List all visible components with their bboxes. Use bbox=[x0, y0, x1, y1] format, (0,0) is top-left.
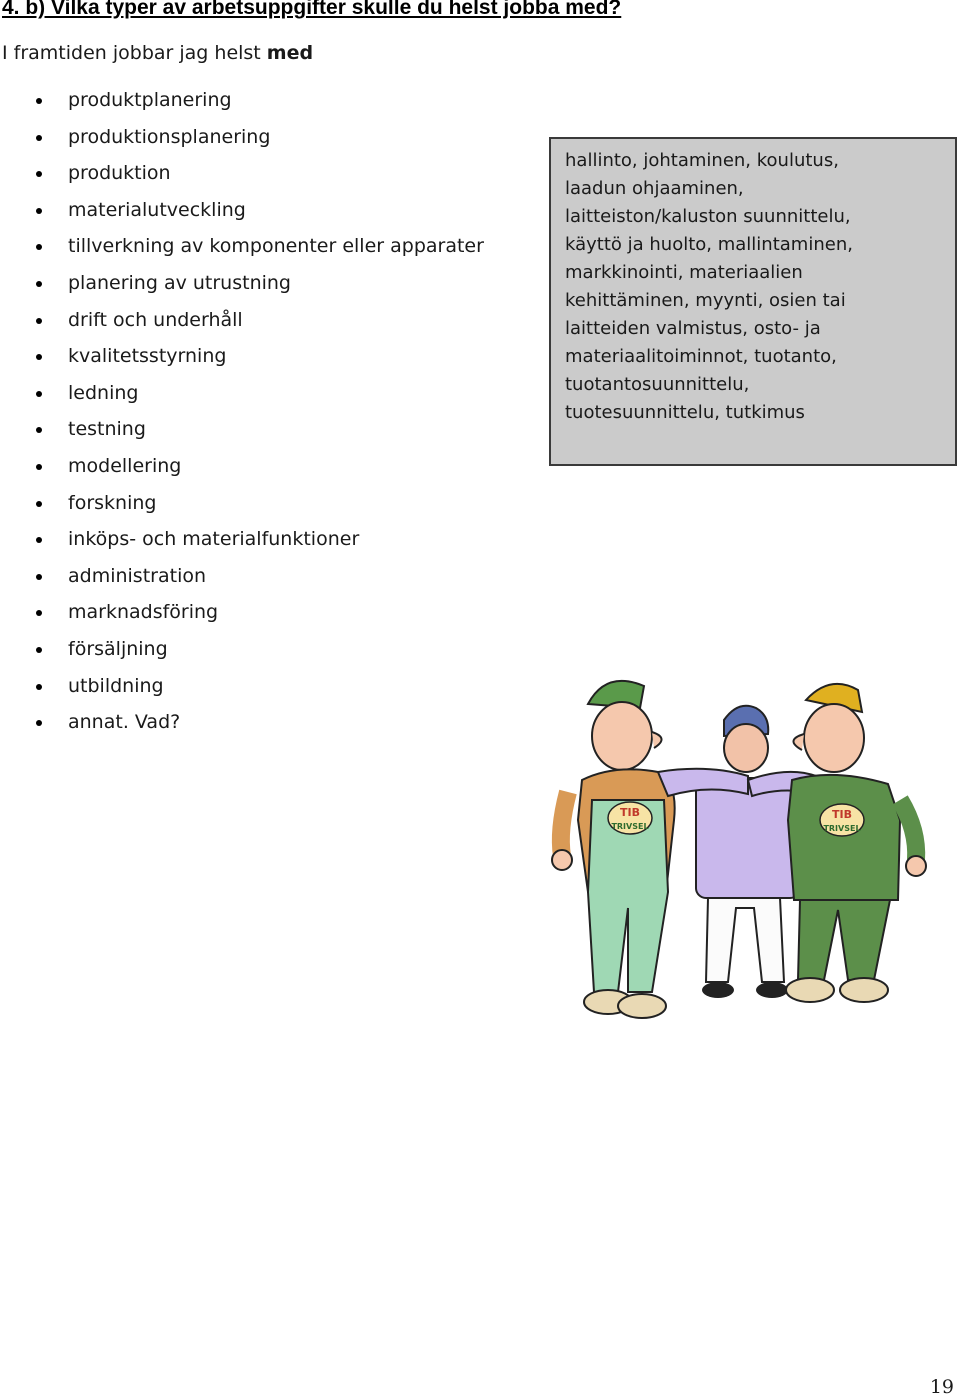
translation-line: hallinto, johtaminen, koulutus, bbox=[565, 150, 839, 171]
list-item: tillverkning av komponenter eller apparater bbox=[0, 228, 484, 265]
list-item: inköps- och materialfunktioner bbox=[0, 521, 484, 558]
three-workers-illustration bbox=[548, 660, 938, 1035]
intro-text bbox=[2, 42, 313, 64]
options-list bbox=[0, 82, 484, 741]
shirt-logo-bottom: TRIVSEL bbox=[611, 822, 649, 831]
middle-worker bbox=[696, 706, 800, 998]
translation-line: käyttö ja huolto, mallintaminen, bbox=[565, 234, 853, 255]
translation-line: laadun ohjaaminen, bbox=[565, 178, 744, 199]
list-item: produktion bbox=[0, 155, 484, 192]
list-item: planering av utrustning bbox=[0, 265, 484, 302]
translation-line: tuotantosuunnittelu, bbox=[565, 374, 750, 395]
finnish-translation-box bbox=[549, 137, 957, 466]
intro-emphasis: med bbox=[266, 42, 314, 64]
shirt-logo-bottom: TRIVSEL bbox=[823, 824, 861, 833]
shirt-logo-top: TIB bbox=[832, 808, 852, 821]
intro-prefix: I framtiden jobbar jag helst bbox=[2, 42, 267, 64]
list-item: produktplanering bbox=[0, 82, 484, 119]
list-item: marknadsföring bbox=[0, 594, 484, 631]
list-item: drift och underhåll bbox=[0, 302, 484, 339]
list-item: forskning bbox=[0, 485, 484, 522]
list-item: testning bbox=[0, 411, 484, 448]
page-number: 19 bbox=[929, 1376, 954, 1398]
list-item: administration bbox=[0, 558, 484, 595]
translation-line: laitteiston/kaluston suunnittelu, bbox=[565, 206, 851, 227]
shirt-logo-top: TIB bbox=[620, 806, 640, 819]
list-item: produktionsplanering bbox=[0, 119, 484, 156]
list-item: försäljning bbox=[0, 631, 484, 668]
question-heading: 4. b) Vilka typer av arbetsuppgifter skulle du helst jobba med? bbox=[2, 0, 622, 19]
list-item: modellering bbox=[0, 448, 484, 485]
list-item: ledning bbox=[0, 375, 484, 412]
list-item: utbildning bbox=[0, 668, 484, 705]
translation-line: tuotesuunnittelu, tutkimus bbox=[565, 402, 805, 423]
translation-line: kehittäminen, myynti, osien tai bbox=[565, 290, 846, 311]
translation-line: laitteiden valmistus, osto- ja bbox=[565, 318, 821, 339]
list-item: materialutveckling bbox=[0, 192, 484, 229]
translation-line: materiaalitoiminnot, tuotanto, bbox=[565, 346, 837, 367]
list-item: kvalitetsstyrning bbox=[0, 338, 484, 375]
translation-line: markkinointi, materiaalien bbox=[565, 262, 803, 283]
list-item: annat. Vad? bbox=[0, 704, 484, 741]
